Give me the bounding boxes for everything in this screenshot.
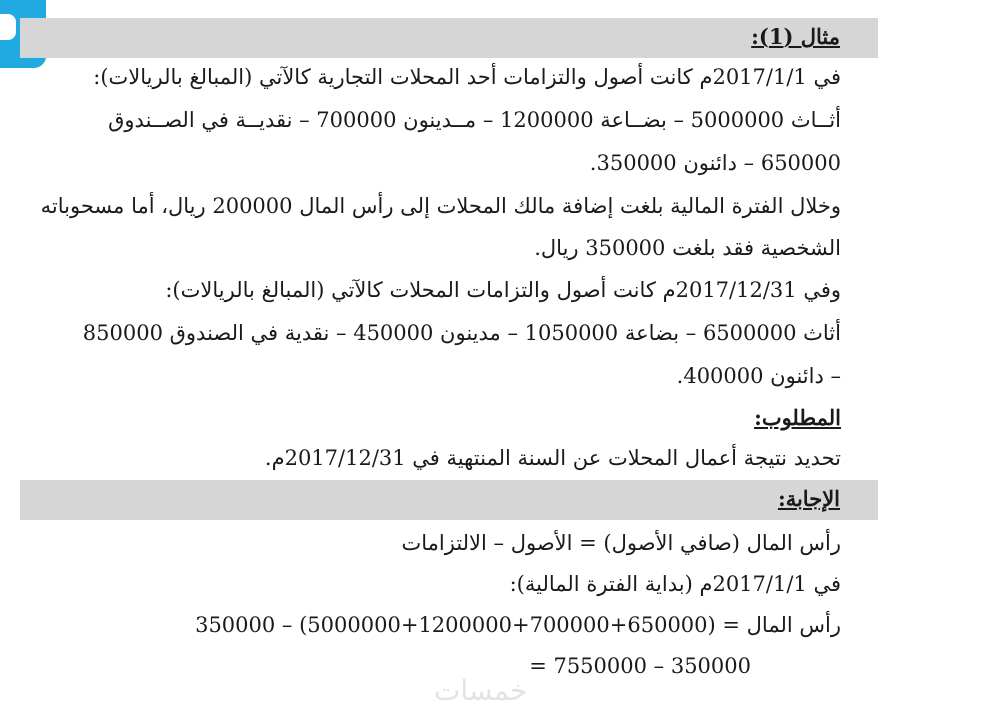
required-text: تحديد نتيجة أعمال المحلات عن السنة المنتهية في 2017/12/31م. <box>264 446 841 470</box>
example-line-6: وفي 2017/12/31م كانت أصول والتزامات المحلات كالآتي (المبالغ بالريالات): <box>165 278 841 302</box>
answer-line-1: رأس المال (صافي الأصول) = الأصول – الالتزامات <box>401 531 841 555</box>
answer-line-4: = 7550000 – 350000 <box>529 654 751 678</box>
example-header-band <box>20 18 878 58</box>
example-line-5: الشخصية فقد بلغت 350000 ريال. <box>534 236 841 260</box>
example-line-8: – دائنون 400000. <box>676 364 841 388</box>
watermark-logo: خمسات <box>434 674 528 707</box>
example-line-1: في 2017/1/1م كانت أصول والتزامات أحد المحلات التجارية كالآتي (المبالغ بالريالات): <box>93 65 841 89</box>
required-heading: المطلوب: <box>754 405 841 430</box>
example-line-2: أثــاث 5000000 – بضــاعة 1200000 – مــدينون 700000 – نقديــة في الصــندوق <box>108 108 841 132</box>
example-heading: مثال (1): <box>751 24 840 49</box>
answer-heading: الإجابة: <box>777 486 840 511</box>
answer-line-3: رأس المال = (650000+700000+1200000+5000000) – 350000 <box>195 613 841 637</box>
answer-header-band <box>20 480 878 520</box>
answer-line-2: في 2017/1/1م (بداية الفترة المالية): <box>509 572 841 596</box>
example-line-4: وخلال الفترة المالية بلغت إضافة مالك المحلات إلى رأس المال 200000 ريال، أما مسحوباته <box>40 194 841 218</box>
example-line-3: 650000 – دائنون 350000. <box>589 151 841 175</box>
example-line-7: أثاث 6500000 – بضاعة 1050000 – مدينون 450000 – نقدية في الصندوق 850000 <box>82 321 841 345</box>
